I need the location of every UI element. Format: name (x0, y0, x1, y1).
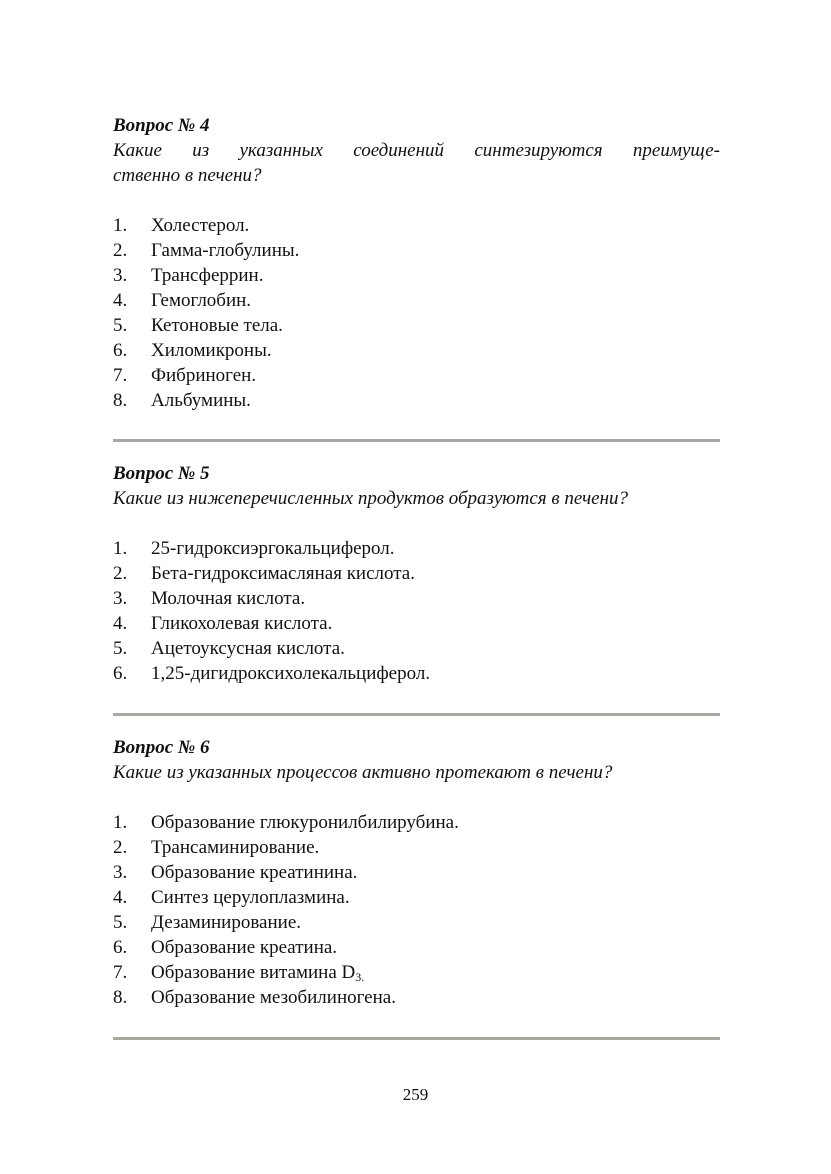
option-text: Гликохолевая кислота. (151, 613, 333, 634)
option-text: Образование креатинина. (151, 862, 358, 883)
section-divider (113, 713, 720, 716)
answer-option (113, 935, 720, 960)
answer-option (113, 313, 720, 338)
option-text: Дезаминирование. (151, 912, 301, 933)
option-number: 3. (113, 862, 128, 883)
option-number: 3. (113, 588, 128, 609)
question-title: Вопрос № 6 (113, 737, 210, 758)
option-number: 8. (113, 987, 128, 1008)
option-number: 2. (113, 563, 128, 584)
option-text: Образование мезобилиногена. (151, 987, 396, 1008)
option-text: Холестерол. (151, 215, 250, 236)
option-text: 25-гидроксиэргокальциферол. (151, 538, 395, 559)
option-text: Ацетоуксусная кислота. (151, 638, 345, 659)
option-number: 8. (113, 390, 128, 411)
option-text: Трансаминирование. (151, 837, 320, 858)
answer-option (113, 561, 720, 586)
option-number: 4. (113, 290, 128, 311)
answer-option (113, 611, 720, 636)
option-number: 7. (113, 962, 128, 983)
option-number: 1. (113, 215, 128, 236)
option-number: 6. (113, 340, 128, 361)
question-text-line: Какие из указанных процессов активно протекают в печени? (113, 762, 613, 783)
page-number: 259 (402, 1085, 429, 1104)
option-number: 5. (113, 638, 128, 659)
option-text: Молочная кислота. (151, 588, 306, 609)
option-number: 5. (113, 912, 128, 933)
option-number: 4. (113, 613, 128, 634)
option-number: 7. (113, 365, 128, 386)
option-text: Хиломикроны. (151, 340, 272, 361)
option-text: Образование глюкуронилбилирубина. (151, 812, 459, 833)
answer-option (113, 885, 720, 910)
question-text-line: Какие из указанных соединений синтезируются преимуще- (113, 140, 720, 161)
option-number: 3. (113, 265, 128, 286)
option-text: Бета-гидроксимасляная кислота. (151, 563, 415, 584)
answer-option (113, 263, 720, 288)
question-4 (113, 114, 720, 413)
option-text: Кетоновые тела. (151, 315, 283, 336)
answer-option (113, 910, 720, 935)
option-number: 5. (113, 315, 128, 336)
option-text: Образование креатина. (151, 937, 338, 958)
option-text: Фибриноген. (151, 365, 257, 386)
option-text-main: Образование витамина D (151, 962, 356, 983)
option-number: 2. (113, 240, 128, 261)
answer-option (113, 536, 720, 561)
answer-option (113, 388, 720, 413)
answer-option (113, 238, 720, 263)
answer-option (113, 288, 720, 313)
option-text: Синтез церулоплазмина. (151, 887, 350, 908)
answer-option (113, 363, 720, 388)
answer-option (113, 213, 720, 238)
answer-option (113, 661, 720, 686)
answer-option (113, 860, 720, 885)
option-text: 1,25-дигидроксихолекальциферол. (151, 663, 431, 684)
section-divider (113, 439, 720, 442)
option-number: 2. (113, 837, 128, 858)
question-title: Вопрос № 4 (113, 115, 210, 136)
option-number: 1. (113, 538, 128, 559)
option-number: 4. (113, 887, 128, 908)
question-6 (113, 736, 720, 1010)
answer-list (113, 536, 720, 686)
answer-option (113, 960, 720, 985)
option-text (151, 960, 720, 985)
option-number: 1. (113, 812, 128, 833)
question-5 (113, 462, 720, 686)
option-number: 6. (113, 663, 128, 684)
section-divider (113, 1037, 720, 1040)
question-title: Вопрос № 5 (113, 463, 210, 484)
answer-list (113, 810, 720, 1010)
option-text: Гемоглобин. (151, 290, 252, 311)
answer-option (113, 338, 720, 363)
option-number: 6. (113, 937, 128, 958)
question-text-line: ственно в печени? (113, 165, 262, 186)
answer-option (113, 835, 720, 860)
question-text-line: Какие из нижеперечисленных продуктов образуются в печени? (113, 488, 628, 509)
option-subscript: 3. (355, 970, 365, 984)
answer-option (113, 810, 720, 835)
answer-option (113, 586, 720, 611)
option-text: Гамма-глобулины. (151, 240, 300, 261)
option-text: Альбумины. (151, 390, 251, 411)
answer-list (113, 213, 720, 413)
answer-option (113, 985, 720, 1010)
option-text: Трансферрин. (151, 265, 264, 286)
answer-option (113, 636, 720, 661)
